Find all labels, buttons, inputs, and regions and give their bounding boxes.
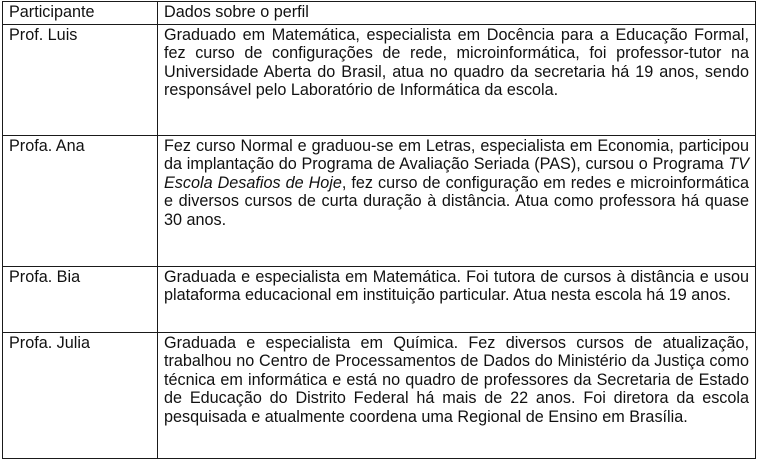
profile-text-cell: Graduada e especialista em Química. Fez diversos cursos de atualização, trabalhou no Centro de Processamentos de Dados do Ministério da Justiça como técnica em informática e está no quadro de professores da Secretaria de Estado de Educação do Distrito Federal há mais de 22 anos. Foi diretora da escola pesquisada e atualmente coordena uma Regional de Ensino em Brasília. xyxy=(158,332,756,458)
participant-name-cell: Profa. Ana xyxy=(3,135,158,266)
profile-text-part: Fez curso Normal e graduou-se em Letras, especialista em Economia, participou da implantação do Programa de Avaliação Seriada (PAS), cursou o Programa xyxy=(164,136,749,174)
profile-text-cell: Graduada e especialista em Matemática. Foi tutora de cursos à distância e usou plataforma educacional em instituição particular. Atua nesta escola há 19 anos. xyxy=(158,266,756,332)
column-header-participant: Participante xyxy=(3,2,158,25)
column-header-profile: Dados sobre o perfil xyxy=(158,2,756,25)
participant-name-cell: Prof. Luis xyxy=(3,24,158,135)
program-title-italic: TV Escola Desafios de Hoje xyxy=(164,155,749,192)
participant-name-cell: Profa. Julia xyxy=(3,332,158,458)
profile-text-cell xyxy=(158,135,756,266)
table-row xyxy=(3,135,756,266)
participant-profile-table xyxy=(2,1,756,459)
table-header-row xyxy=(3,2,756,25)
table-row xyxy=(3,24,756,135)
profile-text-cell: Graduado em Matemática, especialista em Docência para a Educação Formal, fez curso de configurações de rede, microinformática, foi professor-tutor na Universidade Aberta do Brasil, atua no quadro da secretaria há 19 anos, sendo responsável pelo Laboratório de Informática da escola. xyxy=(158,24,756,135)
participant-name-cell: Profa. Bia xyxy=(3,266,158,332)
table-row xyxy=(3,332,756,458)
table-row xyxy=(3,266,756,332)
profile-text-part: , fez curso de configuração em redes e microinformática e diversos cursos de curta duração à distância. Atua como professora há quase 30 anos. xyxy=(164,173,749,229)
